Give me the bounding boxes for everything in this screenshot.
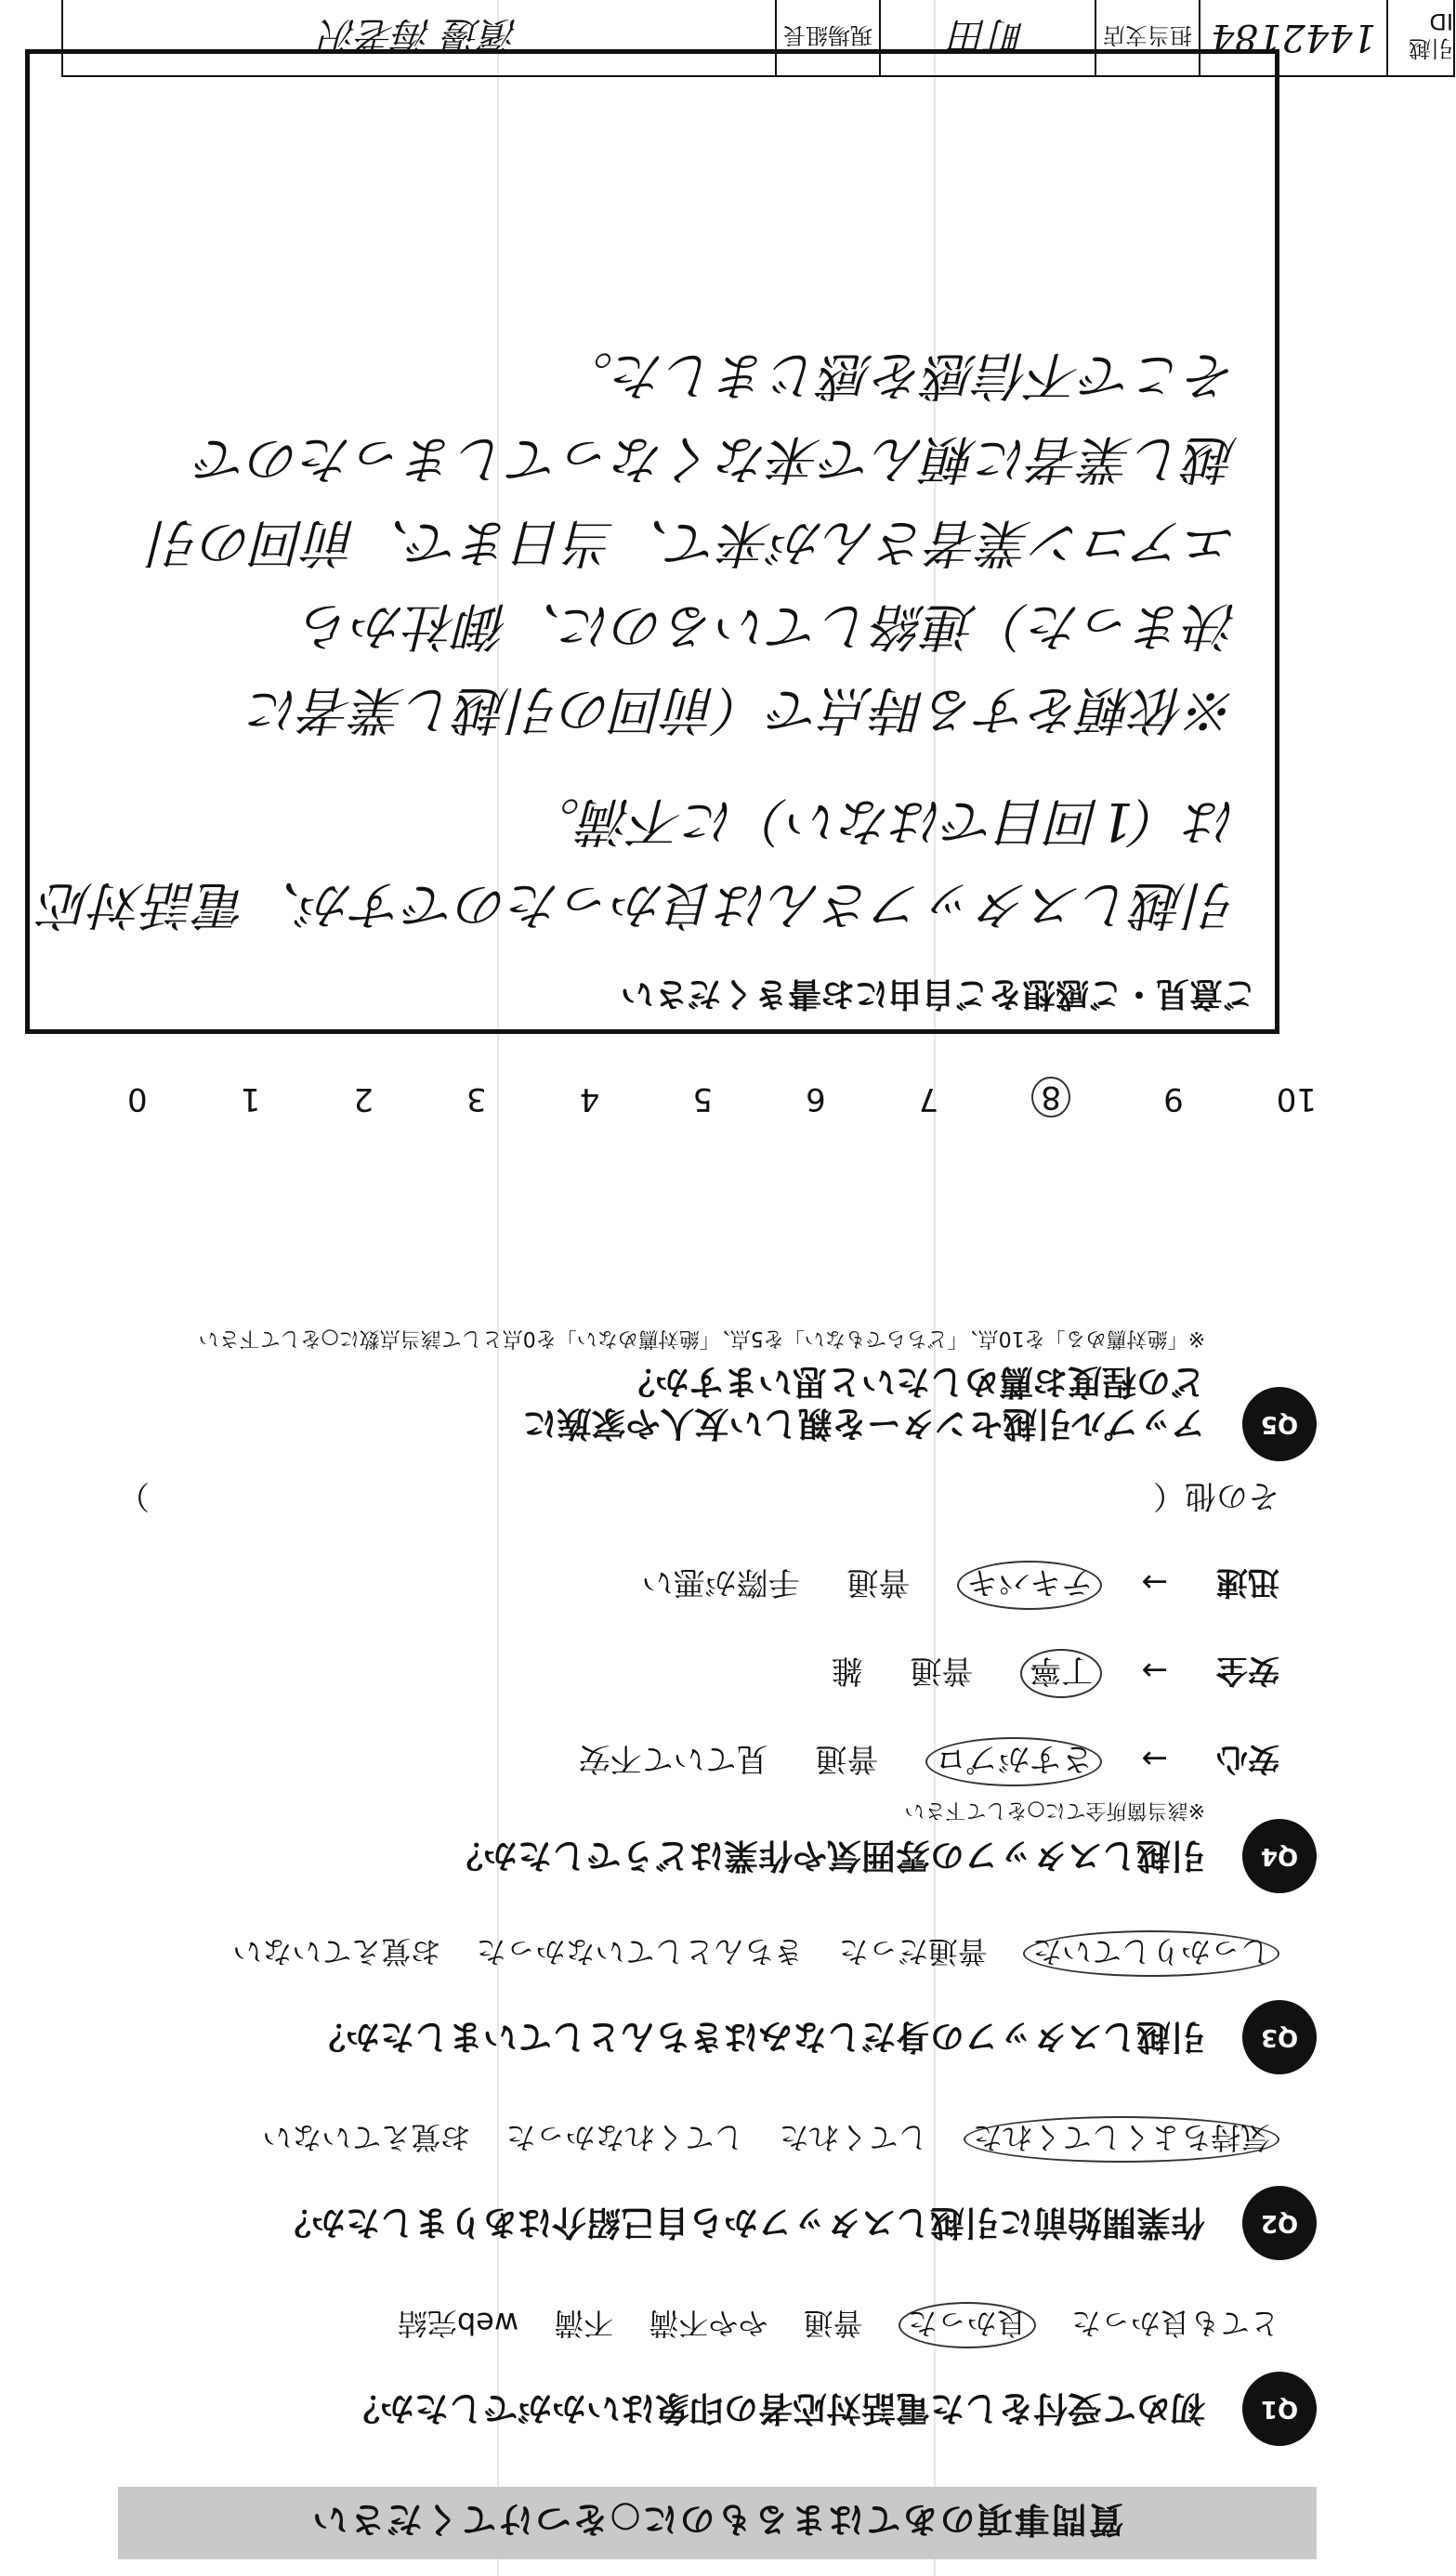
q5-score[interactable]: 6	[806, 1080, 826, 1118]
q5-scale	[127, 1077, 1317, 1118]
q5-score[interactable]: 0	[127, 1080, 148, 1118]
comments-box	[25, 49, 1279, 1034]
q2-option[interactable]: してくれなかった	[505, 2120, 744, 2155]
q5-title: アップル引越センターを親しい友人や家族に	[522, 1404, 1205, 1444]
q5-score-selected[interactable]: 8	[1031, 1077, 1070, 1118]
q4-row-key: 迅速	[1216, 1563, 1279, 1601]
q5-title-2: どの程度お薦めしたいと思いますか？	[621, 1362, 1205, 1402]
q1-option-selected[interactable]: 良かった	[899, 2302, 1036, 2348]
q3-options	[206, 1930, 1279, 1977]
q3-option[interactable]: 普通だった	[838, 1934, 988, 1969]
q1-option[interactable]: とても良かった	[1070, 2306, 1279, 2341]
q4-row-anzen	[794, 1649, 1279, 1698]
q5-badge: Q5	[1242, 1387, 1317, 1461]
q2-option[interactable]: お覚えていない	[262, 2120, 471, 2155]
q4-option[interactable]: 普通	[910, 1652, 974, 1689]
footer-table	[61, 0, 1455, 77]
q4-other-label: その他（	[1153, 1477, 1279, 1514]
branch-label: 担当支店	[1095, 0, 1199, 75]
q3-badge: Q3	[1242, 2000, 1317, 2074]
q2-option[interactable]: してくれた	[779, 2120, 928, 2155]
leader-label: 現場組長	[775, 0, 879, 75]
q3-option[interactable]: お覚えていない	[232, 1934, 441, 1969]
q3-option-selected[interactable]: しっかりしていた	[1023, 1930, 1279, 1977]
q4-option[interactable]: 普通	[846, 1563, 911, 1601]
q4-option[interactable]: 見ていて不安	[578, 1740, 768, 1777]
q5-score[interactable]: 1	[240, 1080, 261, 1118]
arrow-icon: →	[1141, 1652, 1168, 1689]
comment-line: エアコン業者さんが来て、当日まで、前回の引	[150, 512, 1238, 572]
q4-other-close: ）	[118, 1477, 150, 1514]
leader-value: 濱邊 海老沢	[320, 13, 518, 56]
q4-row-jinsoku	[605, 1561, 1279, 1610]
q5-score[interactable]: 10	[1276, 1080, 1317, 1118]
move-id-label: 引越ID	[1386, 0, 1453, 75]
q1-title: 初めて受付をした電話対応者の印象はいかがでしたか？	[346, 2388, 1205, 2428]
move-id-value: 1442184	[1199, 0, 1386, 75]
q4-row-anshin	[542, 1737, 1279, 1786]
q1-badge: Q1	[1242, 2372, 1317, 2446]
q4-option[interactable]: 普通	[815, 1740, 879, 1777]
comment-line: は（1回目ではない）に不満。	[528, 791, 1238, 851]
q5-note: ※「絶対薦める」を10点、「どちらでもない」を5点、「絶対薦めない」を0点として該当点数に○をして下さい	[198, 1327, 1205, 1350]
q1-option[interactable]: web完結	[397, 2306, 519, 2341]
q2-badge: Q2	[1242, 2186, 1317, 2260]
q5-score[interactable]: 7	[918, 1080, 939, 1118]
q2-option-selected[interactable]: 気持ちよくしてくれた	[964, 2116, 1279, 2163]
q4-row-key: 安全	[1216, 1652, 1279, 1689]
branch-value: 町田	[879, 0, 1095, 75]
comment-line: ※依頼をする時点で（前回の引越し業者に	[249, 679, 1238, 739]
comment-line: 越し業者に頼んで来なくなってしまったので	[197, 428, 1238, 489]
q4-option-selected[interactable]: テキパキ	[957, 1561, 1102, 1610]
instruction-banner: 質問事項のあてはまるものに○をつけてください	[118, 2487, 1317, 2559]
q4-row-key: 安心	[1216, 1740, 1279, 1777]
q4-option[interactable]: 雑	[831, 1652, 863, 1689]
comment-line: 引越しスタッフさんは良かったのですが、電話対応	[41, 874, 1238, 935]
q4-other-row	[118, 1476, 1279, 1522]
q1-option[interactable]: 不満	[554, 2306, 614, 2341]
q3-option[interactable]: きちんとしていなかった	[476, 1934, 804, 1969]
q4-badge: Q4	[1242, 1819, 1317, 1893]
comment-line: 決まった）連絡しているのに、御社から	[301, 595, 1238, 656]
q4-option-selected[interactable]: 丁寧	[1020, 1649, 1102, 1698]
q4-option-selected[interactable]: さすがプロ	[925, 1737, 1102, 1786]
arrow-icon: →	[1141, 1740, 1168, 1777]
q2-title: 作業開始前に引越しスタッフから自己紹介はありましたか？	[277, 2203, 1205, 2243]
q3-title: 引越しスタッフの身だしなみはきちんとしていましたか？	[311, 2017, 1205, 2057]
q4-note: ※該当箇所全てに○をして下さい	[904, 1798, 1205, 1822]
q1-options	[372, 2302, 1279, 2348]
q5-score[interactable]: 9	[1163, 1080, 1184, 1118]
q4-option[interactable]: 手際が悪い	[641, 1563, 800, 1601]
q5-score[interactable]: 3	[466, 1080, 487, 1118]
q1-option[interactable]: 普通	[803, 2306, 863, 2341]
q4-title: 引越しスタッフの雰囲気や作業はどうでしたか？	[449, 1836, 1205, 1876]
q5-score[interactable]: 4	[579, 1080, 600, 1118]
q5-score[interactable]: 2	[353, 1080, 374, 1118]
arrow-icon: →	[1141, 1563, 1168, 1601]
q1-option[interactable]: やや不満	[649, 2306, 768, 2341]
comments-title: ご意見・ご感想をご自由にお書きください	[620, 974, 1256, 1013]
q5-score[interactable]: 5	[692, 1080, 714, 1118]
q2-options	[236, 2116, 1279, 2163]
comment-line: そこで不信感を感じました。	[561, 345, 1238, 405]
